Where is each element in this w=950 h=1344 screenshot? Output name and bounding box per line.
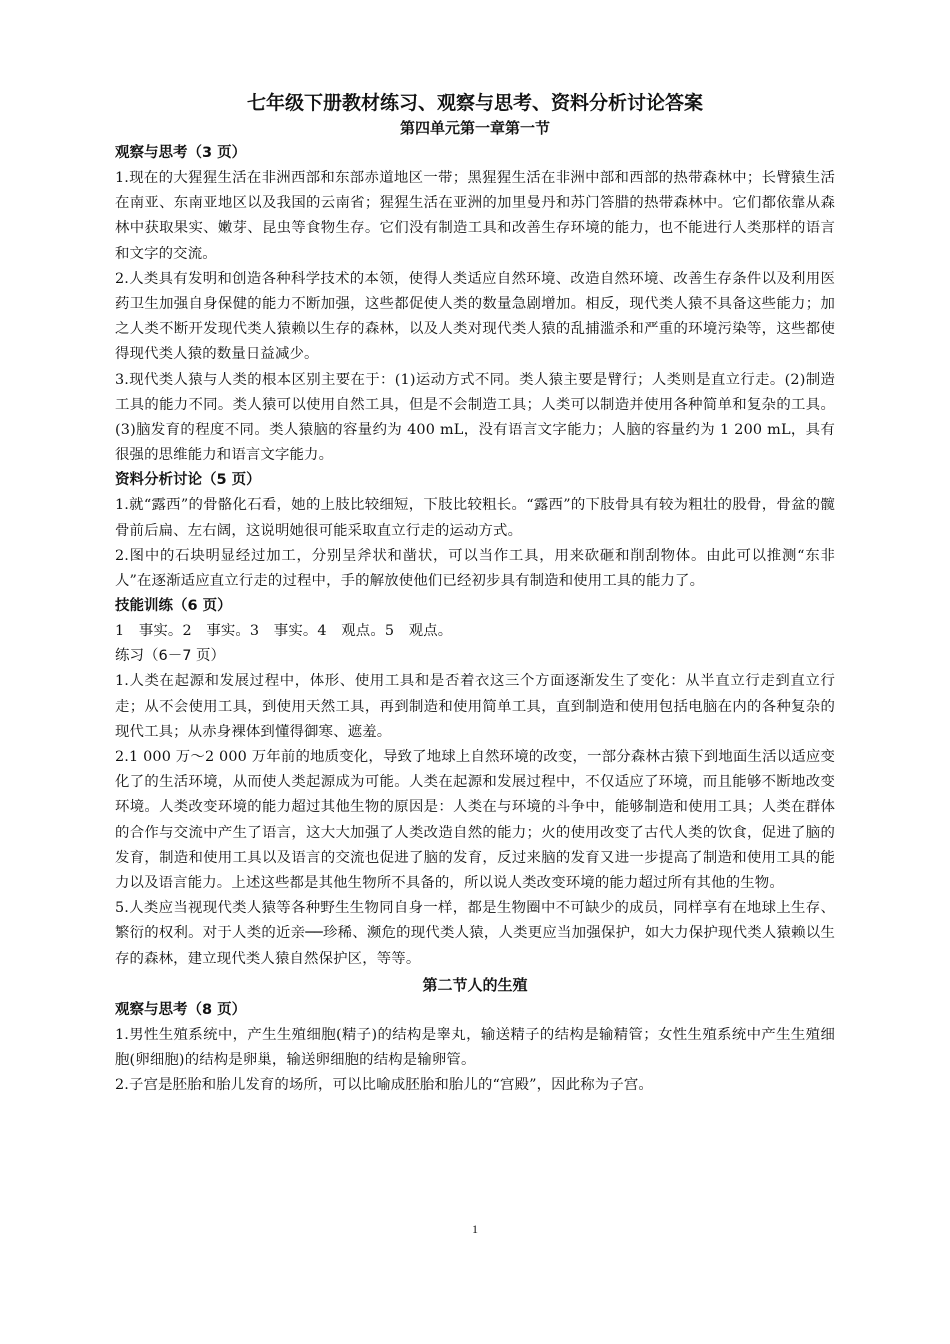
unit-chapter-title: 第四单元第一章第一节 [399, 119, 550, 137]
answer-paragraph: 1.就“露西”的骨骼化石看，她的上肢比较细短，下肢比较粗长。“露西”的下肢骨具有较为粗壮的股骨，骨盆的髋骨前后扁、左右阔，这说明她很可能采取直立行走的运动方式。 [115, 497, 835, 539]
section-heading-data-analysis-p5: 资料分析讨论（5 页） [115, 472, 261, 489]
section-heading-exercise-p6-7: 练习（6－7 页） [115, 648, 226, 665]
answer-paragraph: 2.1 000 万～2 000 万年前的地质变化，导致了地球上自然环境的改变，一部分森林古猿下到地面生活以适应变化了的生活环境，从而使人类起源成为可能。人类在起源和发展过程中，不仅适应了环境，而且能够不断地改变环境。人类改变环境的能力超过其他生物的原因是：人类在与环境的斗争中，能够制造和使用工具；人类在群体的合作与交流中产生了语言，这大大加强了人类改造自然的能力；火的使用改变了古代人类的饮食，促进了脑的发育，制造和使用工具以及语言的交流也促进了脑的发育，反过来脑的发育又进一步提高了制造和使用工具的能力以及语言能力。上述这些都是其他生物所不具备的，所以说人类改变环境的能力超过所有其他的生物。 [115, 749, 835, 892]
section-heading-observe-p8: 观察与思考（8 页） [115, 1001, 247, 1018]
document-title: 七年级下册教材练习、观察与思考、资料分析讨论答案 [246, 92, 703, 114]
answer-paragraph: 3.现代类人猿与人类的根本区别主要在于：(1)运动方式不同。类人猿主要是臂行；人类则是直立行走。(2)制造工具的能力不同。类人猿可以使用自然工具，但是不会制造工具；人类可以制造并使用各种简单和复杂的工具。(3)脑发育的程度不同。类人猿脑的容量约为 400 mL，没有语言文字能力；人脑的容量约为 1 200 mL，具有很强的思维能力和语言文字能力。 [115, 371, 835, 464]
answer-paragraph: 1.现在的大猩猩生活在非洲西部和东部赤道地区一带；黑猩猩生活在非洲中部和西部的热带森林中；长臂猿生活在南亚、东南亚地区以及我国的云南省；猩猩生活在亚洲的加里曼丹和苏门答腊的热带森林中。它们都依靠从森林中获取果实、嫩芽、昆虫等食物生存。它们没有制造工具和改善生存环境的能力，也不能进行人类那样的语言和文字的交流。 [115, 170, 835, 262]
section-heading-skill-training-p6: 技能训练（6 页） [115, 598, 232, 615]
answer-paragraph: 2.人类具有发明和创造各种科学技术的本领，使得人类适应自然环境、改造自然环境、改善生存条件以及利用医药卫生加强自身保健的能力不断加强，这些都促使人类的数量急剧增加。相反，现代类人猿不具备这些能力；加之人类不断开发现代类人猿赖以生存的森林，以及人类对现代类人猿的乱捕滥杀和严重的环境污染等，这些都使得现代类人猿的数量日益减少。 [115, 270, 835, 363]
section-heading-observe-p3: 观察与思考（3 页） [115, 145, 247, 161]
answer-paragraph: 2.子宫是胚胎和胎儿发育的场所，可以比喻成胚胎和胎儿的“宫殿”，因此称为子宫。 [115, 1077, 653, 1094]
answer-paragraph: 1 事实。2 事实。3 事实。4 观点。5 观点。 [115, 623, 453, 640]
answer-paragraph: 2.图中的石块明显经过加工，分别呈斧状和凿状，可以当作工具，用来砍砸和削刮物体。由此可以推测“东非人”在逐渐适应直立行走的过程中，手的解放使他们已经初步具有制造和使用工具的能力了。 [115, 547, 835, 590]
page-number: 1 [472, 1222, 478, 1236]
answer-paragraph: 1.人类在起源和发展过程中，体形、使用工具和是否着衣这三个方面逐渐发生了变化：从半直立行走到直立行走；从不会使用工具，到使用天然工具，再到制造和使用简单工具，直到制造和使用包括电脑在内的各种复杂的现代工具；从赤身裸体到懂得御寒、遮羞。 [115, 673, 835, 740]
answer-paragraph: 1.男性生殖系统中，产生生殖细胞(精子)的结构是睾丸，输送精子的结构是输精管；女性生殖系统中产生生殖细胞(卵细胞)的结构是卵巢，输送卵细胞的结构是输卵管。 [115, 1026, 835, 1069]
section-title-reproduction: 第二节人的生殖 [422, 975, 528, 994]
answer-paragraph: 5.人类应当视现代类人猿等各种野生生物同自身一样，都是生物圈中不可缺少的成员，同样享有在地球上生存、繁衍的权利。对于人类的近亲──珍稀、濒危的现代类人猿，人类更应当加强保护，如大力保护现代类人猿赖以生存的森林，建立现代类人猿自然保护区，等等。 [115, 900, 835, 967]
document-body [115, 90, 835, 1099]
